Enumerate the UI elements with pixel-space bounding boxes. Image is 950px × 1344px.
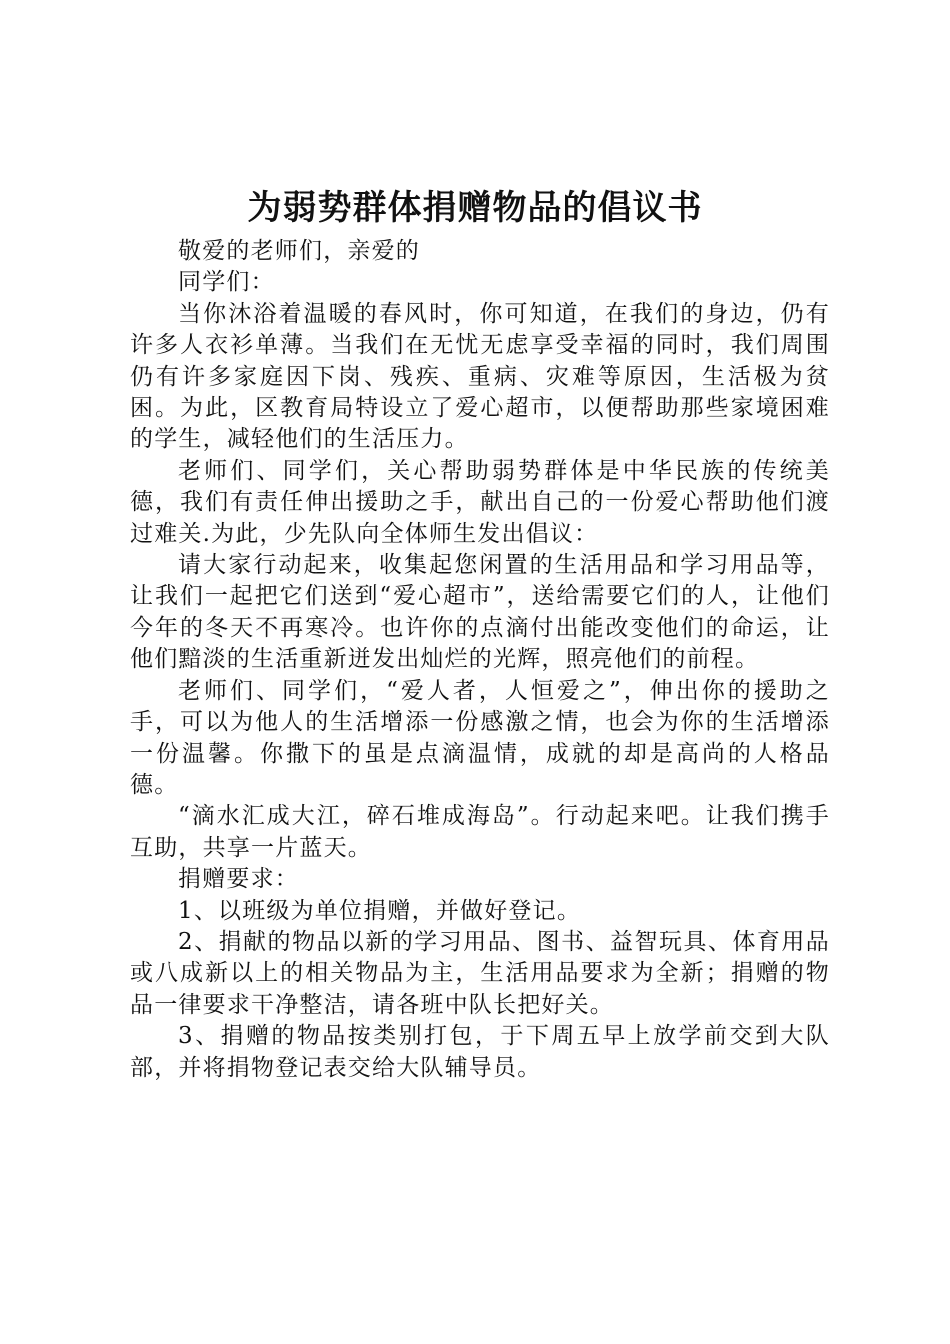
requirement-item-1: 1、以班级为单位捐赠，并做好登记。: [178, 897, 582, 924]
paragraph-1: 当你沐浴着温暖的春风时，你可知道，在我们的身边，仍有许多人衣衫单薄。当我们在无忧无虑享受幸福的同时，我们周围仍有许多家庭因下岗、残疾、重病、灾难等原因，生活极为贫困。为此，区教育局特设立了爱心超市，以便帮助那些家境困难的学生，减轻他们的生活压力。: [130, 300, 830, 453]
requirements-heading: 捐赠要求：: [178, 866, 299, 893]
paragraph-4: 老师们、同学们，“爱人者，人恒爱之”，伸出你的援助之手，可以为他人的生活增添一份感激之情，也会为你的生活增添一份温馨。你撒下的虽是点滴温情，成就的却是高尚的人格品德。: [130, 677, 830, 798]
requirement-item-3: 3、捐赠的物品按类别打包，于下周五早上放学前交到大队部，并将捐物登记表交给大队辅导员。: [130, 1023, 830, 1081]
paragraph-2: 老师们、同学们，关心帮助弱势群体是中华民族的传统美德，我们有责任伸出援助之手，献出自己的一份爱心帮助他们渡过难关.为此，少先队向全体师生发出倡议：: [130, 457, 830, 547]
document-body: [130, 236, 830, 1084]
greeting-line-1: 敬爱的老师们，亲爱的: [178, 238, 420, 264]
paragraph-3: 请大家行动起来，收集起您闲置的生活用品和学习用品等，让我们一起把它们送到“爱心超市”，送给需要它们的人，让他们今年的冬天不再寒冷。也许你的点滴付出能改变他们的命运，让他们黯淡的生活重新迸发出灿烂的光辉，照亮他们的前程。: [130, 552, 830, 673]
document-title: 为弱势群体捐赠物品的倡议书: [247, 188, 703, 228]
requirement-item-2: 2、捐献的物品以新的学习用品、图书、益智玩具、体育用品或八成新以上的相关物品为主，生活用品要求为全新；捐赠的物品一律要求干净整洁，请各班中队长把好关。: [130, 928, 830, 1018]
paragraph-5: “滴水汇成大江，碎石堆成海岛”。行动起来吧。让我们携手互助，共享一片蓝天。: [130, 803, 830, 861]
greeting-line-2: 同学们：: [178, 269, 275, 296]
